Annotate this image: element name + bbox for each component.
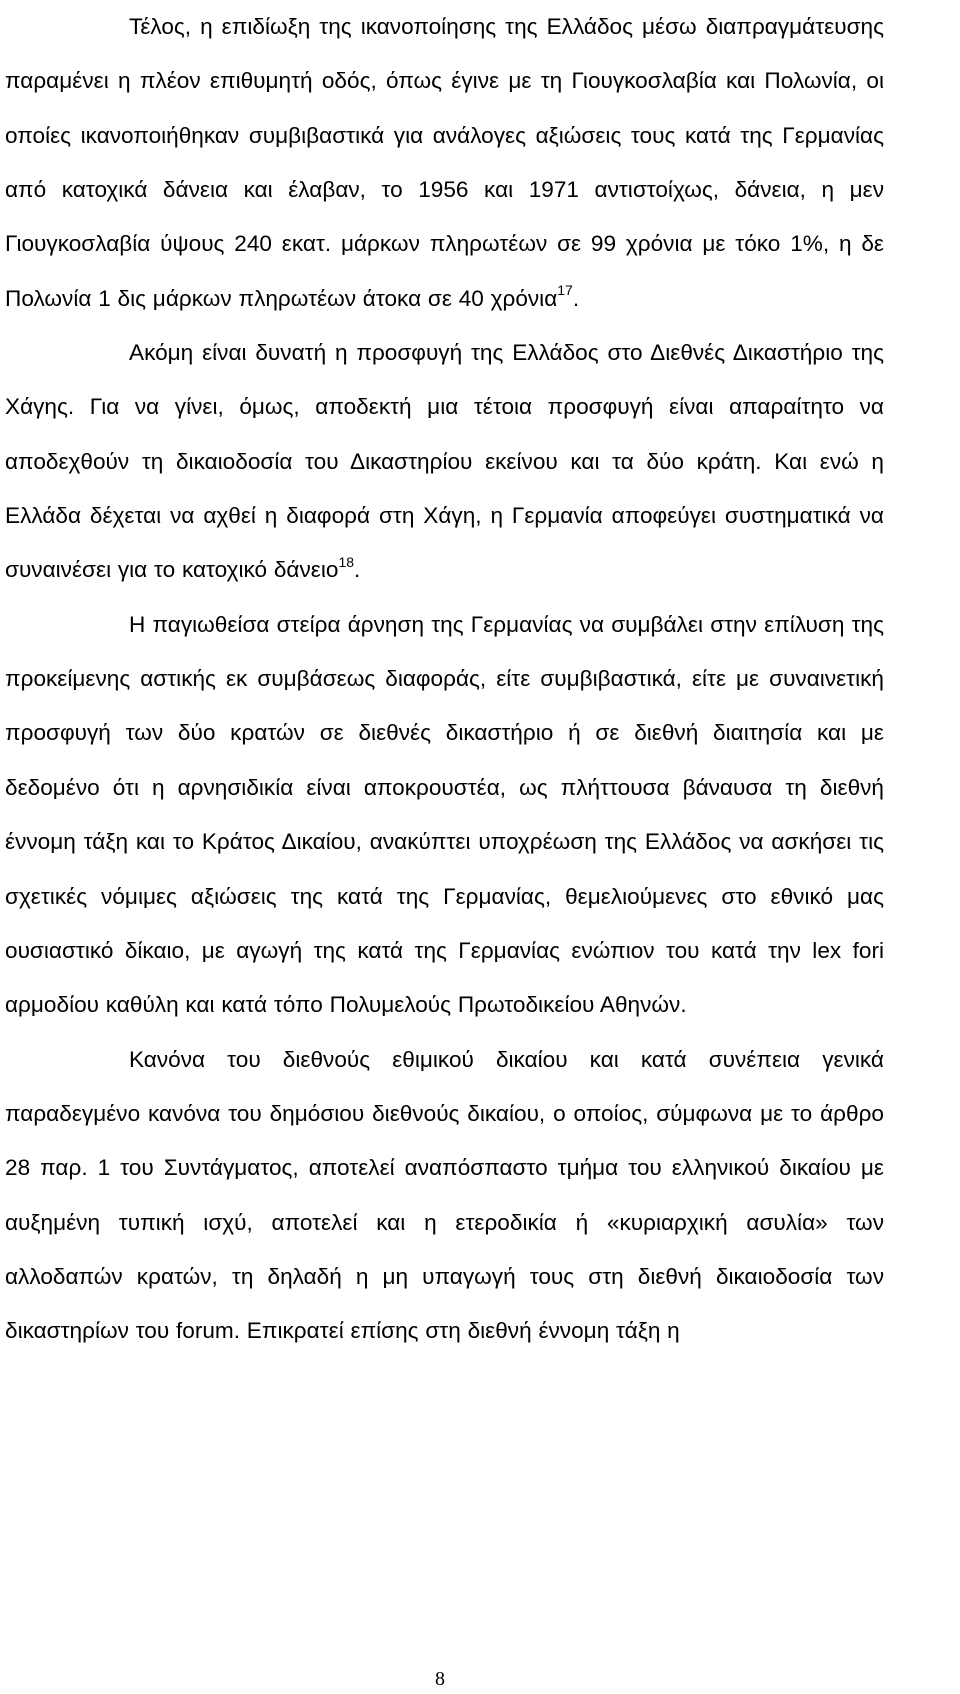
paragraph-tail: . [354, 557, 361, 583]
footnote-marker-17: 17 [557, 282, 573, 299]
footnote-marker-18: 18 [338, 553, 355, 570]
paragraph-tail: . [572, 285, 580, 311]
body-text [5, 0, 884, 1359]
paragraph-text: Ακόμη είναι δυνατή η προσφυγή της Ελλάδος στο Διεθνές Δικαστήριο της Χάγης. Για να γίνει, όμως, αποδεκτή μια τέτοια προσφυγή είναι απαραίτητο να αποδεχθούν τη δικαιοδοσία του Δικαστηρίου εκείνου και τα δύο κράτη. Και ενώ η Ελλάδα δέχεται να αχθεί η διαφορά στη Χάγη, η Γερμανία αποφεύγει συστηματικά να συναινέσει για το κατοχικό δάνειο [5, 340, 884, 583]
paragraph-2 [5, 326, 884, 598]
page-number: 8 [435, 1668, 445, 1690]
paragraph-text: Η παγιωθείσα στείρα άρνηση της Γερμανίας να συμβάλει στην επίλυση της προκείμενης αστικής εκ συμβάσεως διαφοράς, είτε συμβιβαστικά, είτε με συναινετική προσφυγή των δύο κρατών σε διεθνές δικαστήριο ή σε διεθνή διαιτησία και με δεδομένο ότι η αρνησιδικία είναι αποκρουστέα, ως πλήττουσα βάναυσα τη διεθνή έννομη τάξη και το Κράτος Δικαίου, ανακύπτει υποχρέωση της Ελλάδος να ασκήσει τις σχετικές νόμιμες αξιώσεις της κατά της Γερμανίας, θεμελιούμενες στο εθνικό μας ουσιαστικό δίκαιο, με αγωγή της κατά της Γερμανίας ενώπιον του κατά την lex fori αρμοδίου καθύλη και κατά τόπο Πολυμελούς Πρωτοδικείου Αθηνών. [5, 611, 884, 1018]
paragraph-4 [5, 1033, 884, 1359]
paragraph-text: Τέλος, η επιδίωξη της ικανοποίησης της Ελλάδος μέσω διαπραγμάτευσης παραμένει η πλέον επιθυμητή οδός, όπως έγινε με τη Γιουγκοσλαβία και Πολωνία, οι οποίες ικανοποιήθηκαν συμβιβαστικά για ανάλογες αξιώσεις τους κατά της Γερμανίας από κατοχικά δάνεια και έλαβαν, το 1956 και 1971 αντιστοίχως, δάνεια, η μεν Γιουγκοσλαβία ύψους 240 εκατ. μάρκων πληρωτέων σε 99 χρόνια με τόκο 1%, η δε Πολωνία 1 δις μάρκων πληρωτέων άτοκα σε 40 χρόνια [5, 14, 884, 311]
paragraph-3 [5, 598, 884, 1033]
paragraph-text: Κανόνα του διεθνούς εθιμικού δικαίου και κατά συνέπεια γενικά παραδεγμένο κανόνα του δημόσιου διεθνούς δικαίου, ο οποίος, σύμφωνα με το άρθρο 28 παρ. 1 του Συντάγματος, αποτελεί αναπόσπαστο τμήμα του ελληνικού δικαίου με αυξημένη τυπική ισχύ, αποτελεί και η ετεροδικία ή «κυριαρχική ασυλία» των αλλοδαπών κρατών, τη δηλαδή η μη υπαγωγή τους στη διεθνή δικαιοδοσία των δικαστηρίων του forum. Επικρατεί επίσης στη διεθνή έννομη τάξη η [5, 1046, 884, 1344]
paragraph-1 [5, 0, 884, 326]
